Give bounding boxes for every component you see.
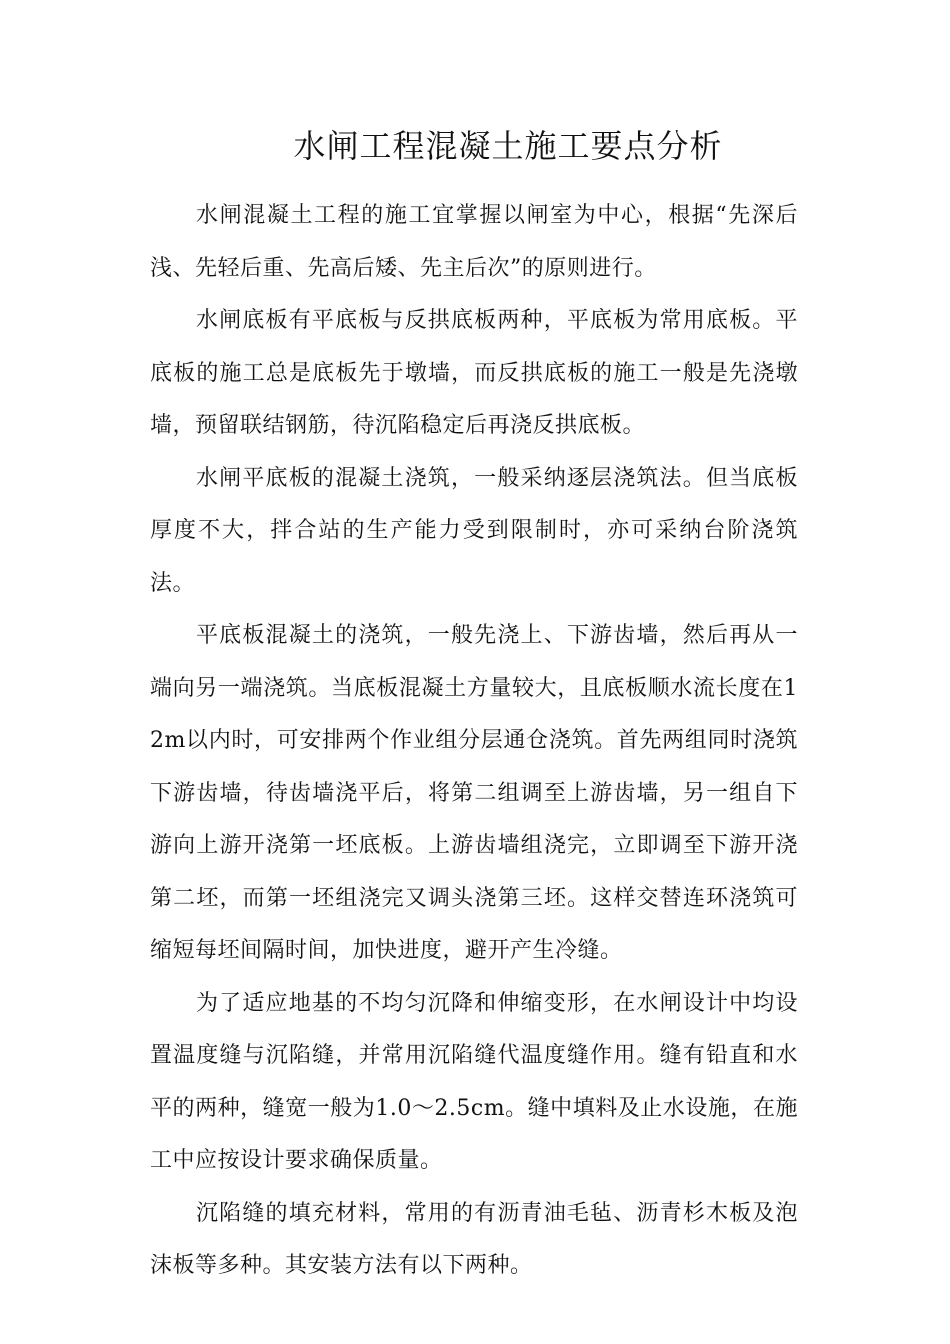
- paragraph-3: 水闸平底板的混凝土浇筑，一般采纳逐层浇筑法。但当底板厚度不大，拌合站的生产能力受到限制时，亦可采纳台阶浇筑法。: [150, 465, 798, 596]
- paragraph-4: 平底板混凝土的浇筑，一般先浇上、下游齿墙，然后再从一端向另一端浇筑。当底板混凝土方量较大，且底板顺水流长度在12m以内时，可安排两个作业组分层通仓浇筑。首先两组同时浇筑下游齿墙，待齿墙浇平后，将第二组调至上游齿墙，另一组自下游向上游开浇第一坯底板。上游齿墙组浇完，立即调至下游开浇第二坯，而第一坯组浇完又调头浇第三坯。这样交替连环浇筑可缩短每坯间隔时间，加快进度，避开产生冷缝。: [150, 623, 798, 963]
- paragraph-1: 水闸混凝土工程的施工宜掌握以闸室为中心，根据“先深后浅、先轻后重、先高后矮、先主后次”的原则进行。: [150, 203, 798, 281]
- document-body: [150, 190, 798, 1293]
- paragraph-6: 沉陷缝的填充材料，常用的有沥青油毛毡、沥青杉木板及泡沫板等多种。其安装方法有以下两种。: [150, 1200, 798, 1278]
- paragraph-2: 水闸底板有平底板与反拱底板两种，平底板为常用底板。平底板的施工总是底板先于墩墙，而反拱底板的施工一般是先浇墩墙，预留联结钢筋，待沉陷稳定后再浇反拱底板。: [150, 308, 798, 438]
- document-title: 水闸工程混凝土施工要点分析: [293, 127, 723, 165]
- paragraph-5: 为了适应地基的不均匀沉降和伸缩变形，在水闸设计中均设置温度缝与沉陷缝，并常用沉陷缝代温度缝作用。缝有铅直和水平的两种，缝宽一般为1.0～2.5cm。缝中填料及止水设施，在施工中应按设计要求确保质量。: [150, 990, 798, 1173]
